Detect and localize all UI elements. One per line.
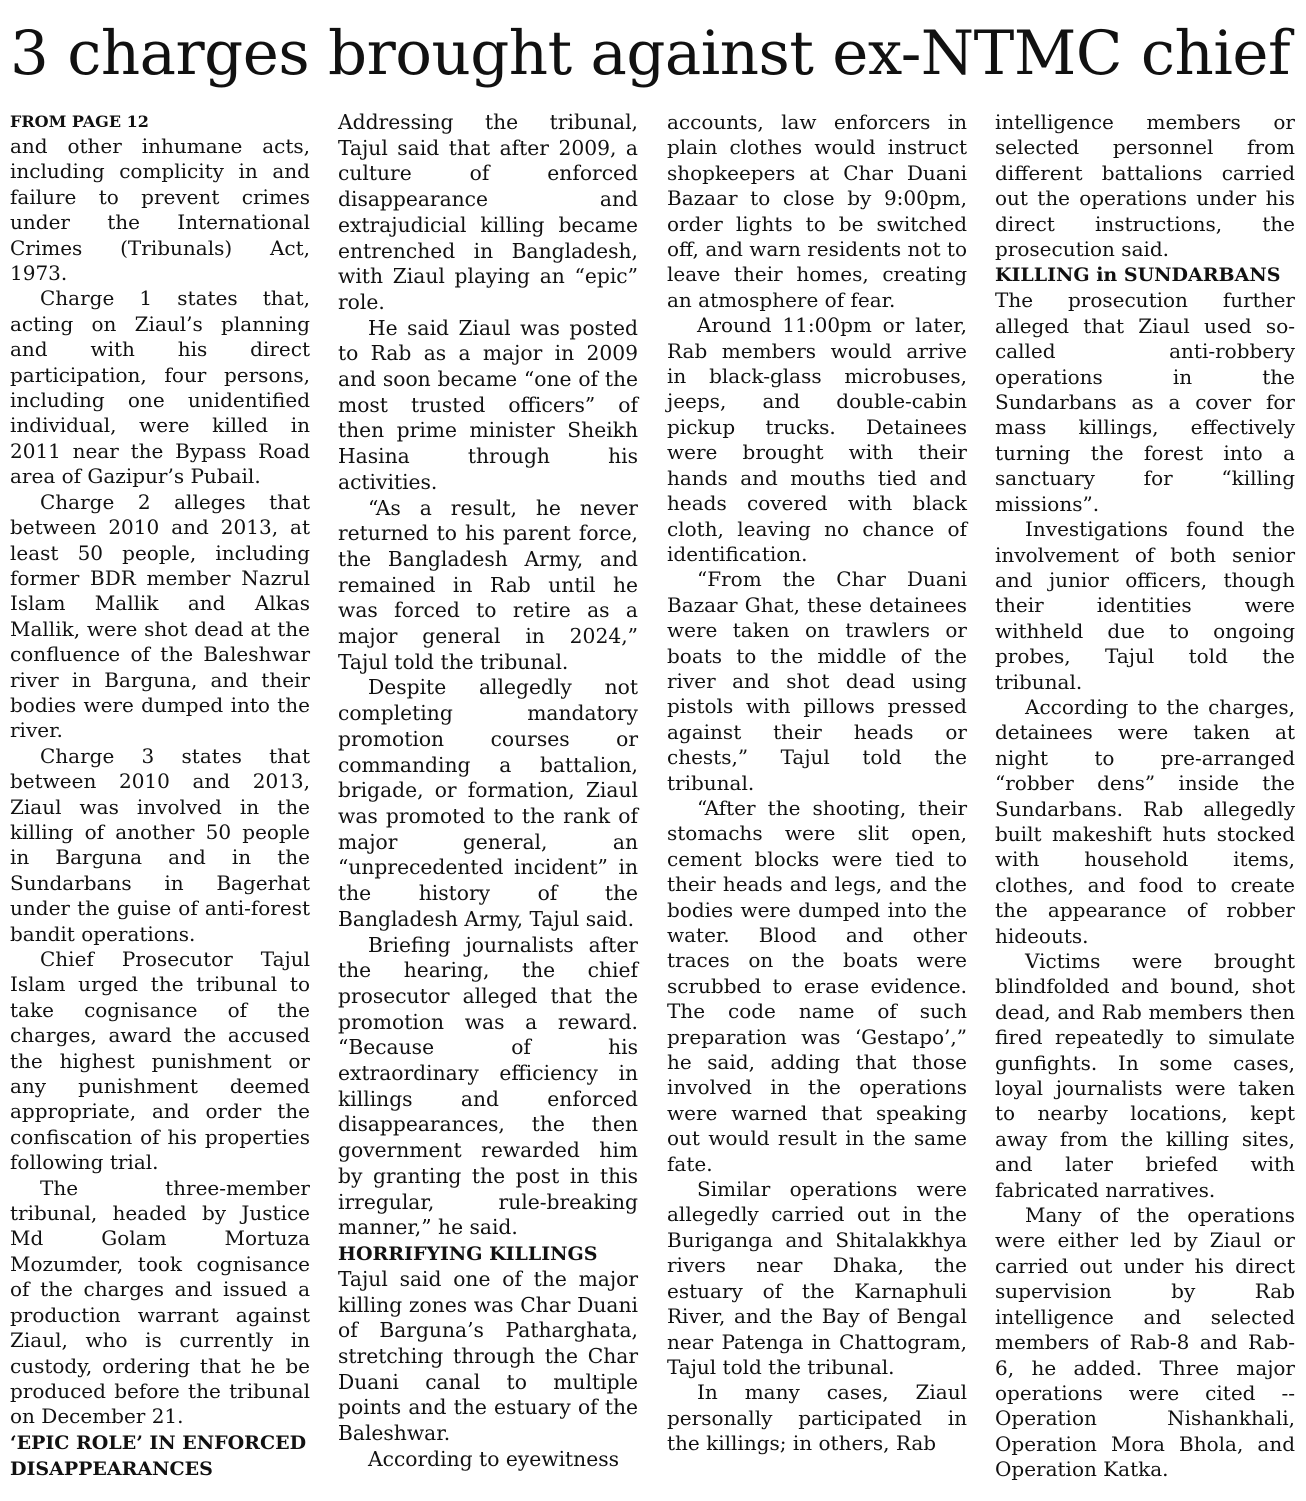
paragraph: Charge 2 alleges that between 2010 and 2013, at least 50 people, including former BDR member Nazrul Islam Mallik and Alkas Mallik, were shot dead at the confluence of the Baleshwar river in Barguna, and their bodies were dumped into the river. <box>10 489 310 743</box>
paragraph: accounts, law enforcers in plain clothes would instruct shopkeepers at Char Duani Bazaar to close by 9:00pm, order lights to be switched off, and warn residents not to leave their homes, creating an atmosphere of fear. <box>667 110 967 312</box>
paragraph: Addressing the tribunal, Tajul said that after 2009, a culture of enforced disappearance and extrajudicial killing became entrenched in Bangladesh, with Ziaul playing an “epic” role. <box>338 110 638 314</box>
paragraph: According to the charges, detainees were taken at night to pre-arranged “robber dens” inside the Sundarbans. Rab allegedly built makeshift huts stocked with household items, clothes, and food to create the appearance of robber hideouts. <box>995 694 1295 948</box>
article-column-1 <box>10 110 310 1482</box>
paragraph: “After the shooting, their stomachs were slit open, cement blocks were tied to their heads and legs, and the bodies were dumped into the water. Blood and other traces on the boats were scrubbed to erase evidence. The code name of such preparation was ‘Gestapo’,” he said, adding that those involved in the operations were warned that speaking out would result in the same fate. <box>667 795 967 1176</box>
paragraph: In many cases, Ziaul personally participated in the killings; in others, Rab <box>667 1380 967 1456</box>
paragraph: Many of the operations were either led by Ziaul or carried out under his direct supervision by Rab intelligence and selected members of Rab-8 and Rab-6, he added. Three major operations were cited -- Operation Nishankhali, Operation Mora Bhola, and Operation Katka. <box>995 1203 1295 1482</box>
subhead: KILLING in SUNDARBANS <box>995 264 1281 287</box>
subhead: HORRIFYING KILLINGS <box>338 1242 598 1265</box>
headline: 3 charges brought against ex-NTMC chief <box>10 18 1291 89</box>
paragraph: Similar operations were allegedly carried out in the Buriganga and Shitalakkhya rivers near Dhaka, the estuary of the Karnaphuli River, and the Bay of Bengal near Patenga in Chattogram, Tajul told the tribunal. <box>667 1177 967 1379</box>
paragraph: intelligence members or selected personnel from different battalions carried out the operations under his direct instructions, the prosecution said. <box>995 110 1295 262</box>
paragraph: and other inhumane acts, including complicity in and failure to prevent crimes under the International Crimes (Tribunals) Act, 1973. <box>10 134 310 286</box>
paragraph: Tajul said one of the major killing zones was Char Duani of Barguna’s Patharghata, stretching through the Char Duani canal to multiple points and the estuary of the Baleshwar. <box>338 1266 638 1446</box>
paragraph: Chief Prosecutor Tajul Islam urged the tribunal to take cognisance of the charges, award the accused the highest punishment or any punishment deemed appropriate, and order the confiscation of his properties following trial. <box>10 947 310 1175</box>
paragraph: According to eyewitness <box>368 1446 619 1471</box>
paragraph: Charge 1 states that, acting on Ziaul’s planning and with his direct participation, four persons, including one unidentified individual, were killed in 2011 near the Bypass Road area of Gazipur’s Pubail. <box>10 286 310 489</box>
subhead: ‘EPIC ROLE’ IN ENFORCED DISAPPEARANCES <box>10 1431 307 1480</box>
paragraph: Despite allegedly not completing mandatory promotion courses or commanding a battalion, brigade, or formation, Ziaul was promoted to the rank of major general, an “unprecedented incident” in the history of the Bangladesh Army, Tajul said. <box>338 675 638 931</box>
article-column-4 <box>995 110 1295 1483</box>
paragraph: “As a result, he never returned to his parent force, the Bangladesh Army, and remained in Rab until he was forced to retire as a major general in 2024,” Tajul told the tribunal. <box>338 495 638 674</box>
article-column-3 <box>667 110 967 1457</box>
article-column-2 <box>338 110 638 1473</box>
kicker: FROM PAGE 12 <box>10 112 149 131</box>
paragraph: The prosecution further alleged that Ziaul used so-called anti-robbery operations in the Sundarbans as a cover for mass killings, effectively turning the forest into a sanctuary for “killing missions”. <box>995 288 1295 516</box>
paragraph: Victims were brought blindfolded and bound, shot dead, and Rab members then fired repeatedly to simulate gunfights. In some cases, loyal journalists were taken to nearby locations, kept away from the killing sites, and later briefed with fabricated narratives. <box>995 949 1295 1202</box>
paragraph: The three-member tribunal, headed by Justice Md Golam Mortuza Mozumder, took cognisance of the charges and issued a production warrant against Ziaul, who is currently in custody, ordering that he be produced before the tribunal on December 21. <box>10 1175 310 1429</box>
paragraph: “From the Char Duani Bazaar Ghat, these detainees were taken on trawlers or boats to the middle of the river and shot dead using pistols with pillows pressed against their heads or chests,” Tajul told the tribunal. <box>667 567 967 795</box>
paragraph: Charge 3 states that between 2010 and 2013, Ziaul was involved in the killing of another 50 people in Barguna and in the Sundarbans in Bagerhat under the guise of anti-forest bandit operations. <box>10 743 310 946</box>
paragraph: Briefing journalists after the hearing, the chief prosecutor alleged that the promotion was a reward. “Because of his extraordinary efficiency in killings and enforced disappearances, the then government rewarded him by granting the post in this irregular, rule-breaking manner,” he said. <box>338 932 638 1240</box>
paragraph: Around 11:00pm or later, Rab members would arrive in black-glass microbuses, jeeps, and double-cabin pickup trucks. Detainees were brought with their hands and mouths tied and heads covered with black cloth, leaving no chance of identification. <box>667 313 967 566</box>
paragraph: Investigations found the involvement of both senior and junior officers, though their identities were withheld due to ongoing probes, Tajul told the tribunal. <box>995 517 1295 694</box>
paragraph: He said Ziaul was posted to Rab as a major in 2009 and soon became “one of the most trusted officers” of then prime minister Sheikh Hasina through his activities. <box>338 315 638 494</box>
